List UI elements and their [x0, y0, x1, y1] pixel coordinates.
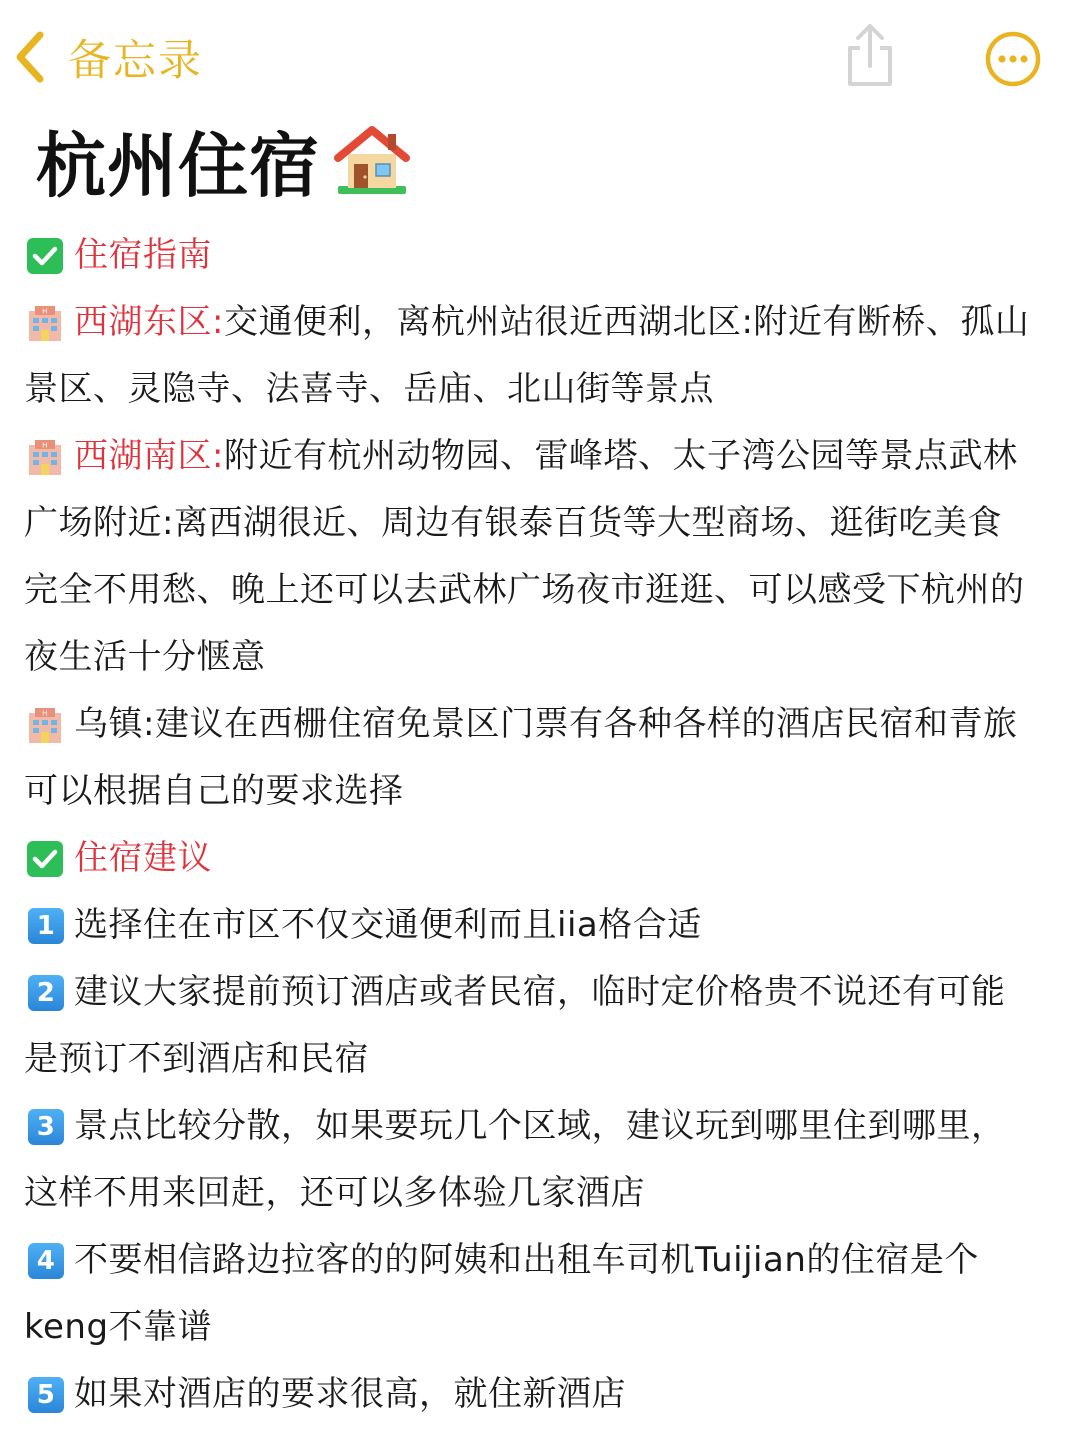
list-item-continuation: [24, 624, 1064, 691]
list-item-continuation: [24, 557, 1064, 624]
item-text: 建议大家提前预订酒店或者民宿，临时定价格贵不说还有可能: [74, 972, 1006, 1012]
list-item-continuation: [24, 356, 1064, 423]
item-text: 可以根据自己的要求选择: [24, 771, 404, 811]
hotel-icon: [26, 438, 64, 476]
hotel-icon: [26, 304, 64, 342]
svg-text:H: H: [42, 441, 48, 449]
navigation-bar: [0, 0, 1080, 112]
list-item: [24, 1227, 1064, 1294]
item-text: 附近有杭州动物园、雷峰塔、太子湾公园等景点武林: [223, 436, 1018, 476]
item-text: 广场附近:离西湖很近、周边有银泰百货等大型商场、逛街吃美食: [24, 503, 1002, 543]
share-icon: [842, 22, 898, 90]
item-text: keng不靠谱: [24, 1307, 213, 1347]
list-item-continuation: [24, 1294, 1064, 1361]
list-item: [24, 1361, 1064, 1428]
item-label: 乌镇:: [74, 704, 155, 744]
list-item: [24, 691, 1064, 758]
item-text: 这样不用来回赶，还可以多体验几家酒店: [24, 1173, 645, 1213]
item-text: 景区、灵隐寺、法喜寺、岳庙、北山街等景点: [24, 369, 714, 409]
back-label: 备忘录: [68, 35, 203, 86]
list-item: [24, 959, 1064, 1026]
item-text: 夜生活十分惬意: [24, 637, 266, 677]
item-text: 如果对酒店的要求很高，就住新酒店: [74, 1374, 626, 1414]
number-2-icon: 2: [28, 975, 64, 1011]
number-3-icon: 3: [28, 1109, 64, 1145]
item-label: 西湖东区:: [74, 302, 224, 342]
page-title: 杭州住宿: [36, 124, 320, 207]
section-heading-text: 住宿指南: [74, 235, 212, 275]
hotel-icon: [26, 706, 64, 744]
item-text: 完全不用愁、晚上还可以去武林广场夜市逛逛、可以感受下杭州的: [24, 570, 1025, 610]
number-5-icon: 5: [28, 1377, 64, 1413]
check-box-icon: [26, 237, 64, 275]
list-item: [24, 289, 1064, 356]
list-item: [24, 892, 1064, 959]
svg-text:H: H: [42, 307, 48, 315]
item-text: 选择住在市区不仅交通便利而且iia格合适: [74, 905, 702, 945]
item-text: 是预订不到酒店和民宿: [24, 1039, 369, 1079]
item-text: 交通便利，离杭州站很近西湖北区:附近有断桥、孤山: [223, 302, 1030, 342]
note-body: [24, 222, 1064, 1428]
item-label: 西湖南区:: [74, 436, 224, 476]
section-heading-advice: [24, 825, 1064, 892]
section-heading-text: 住宿建议: [74, 838, 212, 878]
list-item-continuation: [24, 1160, 1064, 1227]
number-1-icon: 1: [28, 908, 64, 944]
share-button[interactable]: [842, 22, 898, 90]
note-title-row: [36, 118, 410, 207]
check-box-icon: [26, 840, 64, 878]
list-item-continuation: [24, 758, 1064, 825]
more-button[interactable]: [984, 30, 1042, 88]
list-item-continuation: [24, 1026, 1064, 1093]
number-4-icon: 4: [28, 1243, 64, 1279]
list-item: [24, 1093, 1064, 1160]
back-button[interactable]: [12, 24, 203, 90]
item-text: 景点比较分散，如果要玩几个区域，建议玩到哪里住到哪里，: [74, 1106, 1006, 1146]
chevron-left-icon: [12, 29, 46, 85]
svg-text:H: H: [42, 709, 48, 717]
list-item: [24, 423, 1064, 490]
house-icon: [334, 124, 410, 196]
item-text: 不要相信路边拉客的的阿姨和出租车司机Tuijian的住宿是个: [74, 1240, 979, 1280]
item-text: 建议在西栅住宿免景区门票有各种各样的酒店民宿和青旅: [154, 704, 1018, 744]
list-item-continuation: [24, 490, 1064, 557]
section-heading-guide: [24, 222, 1064, 289]
more-icon: [984, 30, 1042, 88]
